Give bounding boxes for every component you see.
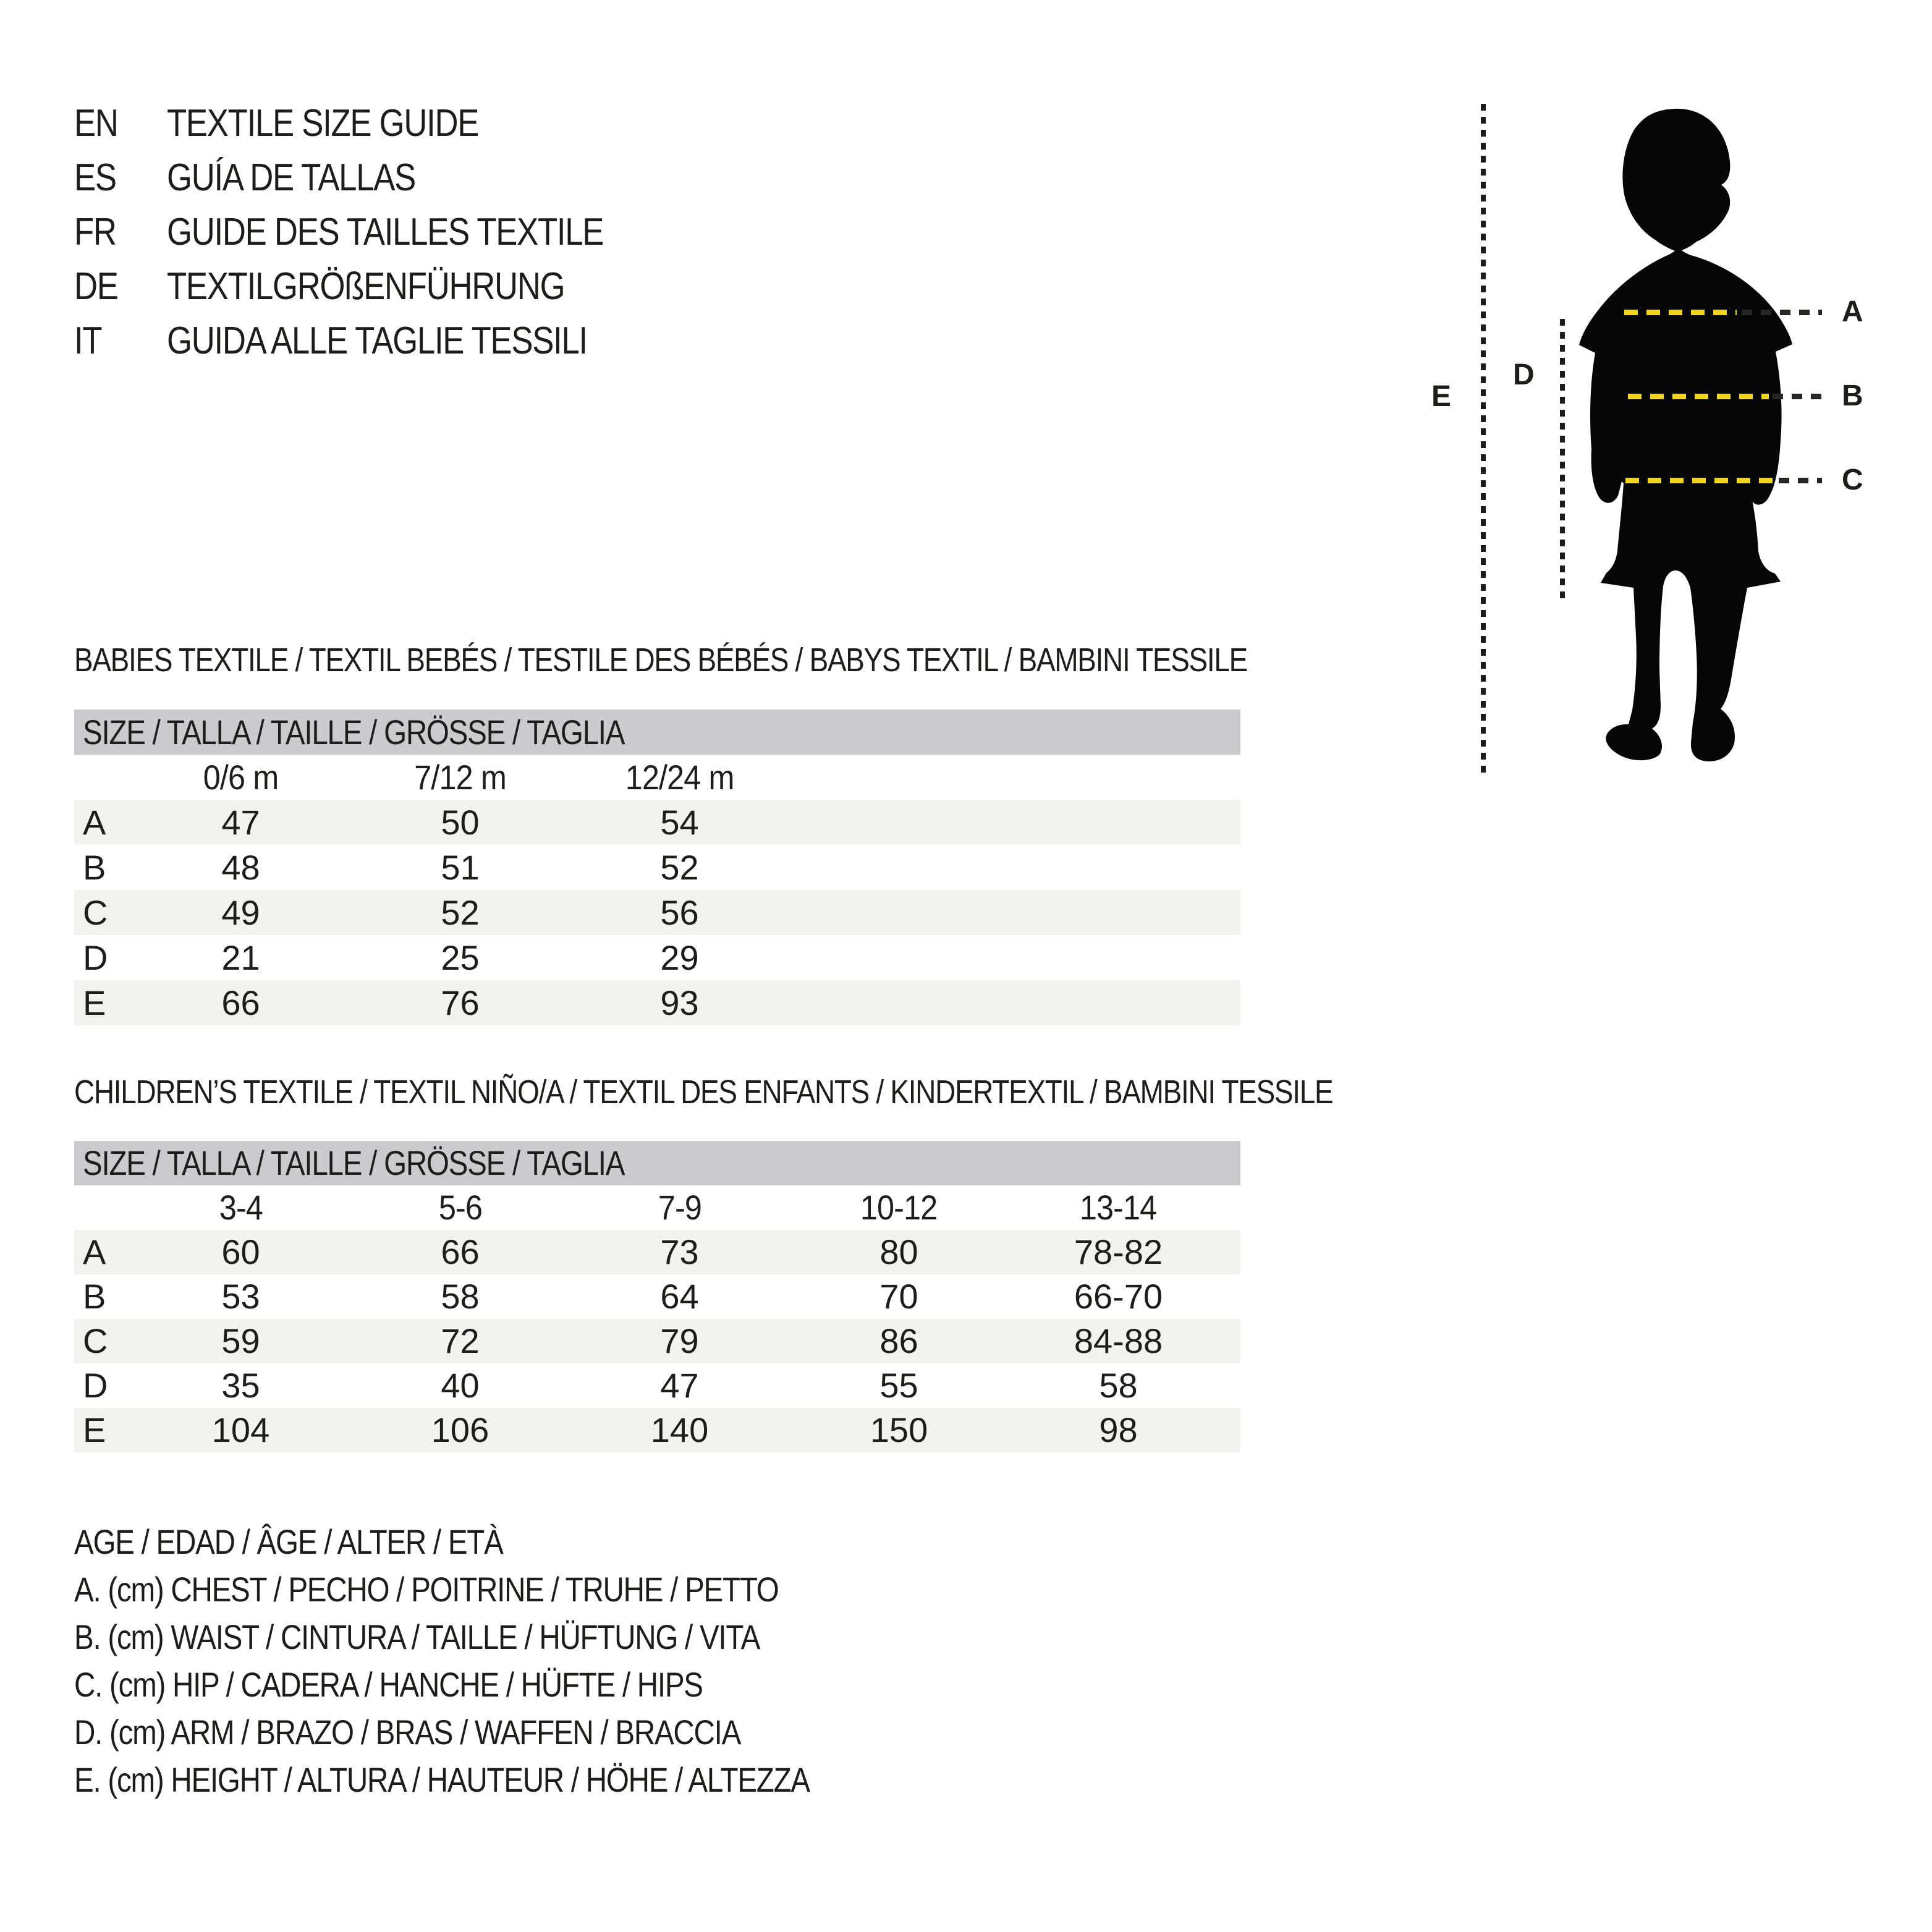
row-label: D — [83, 938, 108, 977]
column-header — [1009, 1185, 1228, 1230]
table-cell: 49 — [221, 893, 260, 932]
waist-dash-line-B-yellow — [1628, 394, 1769, 399]
table-cell: 48 — [221, 848, 260, 887]
table-row — [74, 1274, 1240, 1319]
language-code — [74, 260, 167, 314]
children-section-title-text: CHILDREN’S TEXTILE / TEXTIL NIÑO/A / TEXTIL DES ENFANTS / KINDERTEXTIL / BAMBINI TESSILE — [74, 1074, 1333, 1111]
language-code-text: DE — [74, 265, 118, 308]
legend-line-chest — [74, 1566, 939, 1613]
legend-line-arm — [74, 1708, 939, 1756]
language-title-text: TEXTILE SIZE GUIDE — [167, 102, 479, 145]
legend-line-waist — [74, 1613, 939, 1661]
corner-cell — [74, 1185, 131, 1230]
children-size-table — [74, 1141, 1240, 1452]
legend-line-age — [74, 1518, 939, 1566]
babies-section-title — [74, 640, 1454, 680]
table-cell: 66-70 — [1074, 1277, 1163, 1316]
table-cell: 25 — [441, 938, 480, 977]
corner-cell — [74, 755, 131, 800]
language-code — [74, 151, 167, 205]
language-title — [167, 205, 680, 260]
language-title — [167, 314, 680, 368]
babies-section-title-text: BABIES TEXTILE / TEXTIL BEBÉS / TESTILE DES BÉBÉS / BABYS TEXTIL / BAMBINI TESSILE — [74, 642, 1247, 679]
language-row — [74, 314, 680, 368]
legend-line-height — [74, 1756, 939, 1803]
language-code — [74, 96, 167, 151]
table-cell: 84-88 — [1074, 1321, 1163, 1360]
babies-size-table — [74, 710, 1240, 1025]
row-label: A — [83, 803, 106, 842]
language-code — [74, 314, 167, 368]
chest-dash-line-A-yellow — [1624, 310, 1737, 315]
table-cell: 54 — [660, 803, 699, 842]
language-code-text: FR — [74, 211, 116, 253]
measure-label-A: A — [1842, 295, 1863, 328]
column-header-text: 3-4 — [219, 1188, 263, 1227]
table-cell: 64 — [660, 1277, 699, 1316]
waist-dash-line-B-dark — [1773, 394, 1822, 399]
column-header — [570, 1185, 789, 1230]
arm-measure-line-D — [1560, 319, 1565, 598]
language-title — [167, 260, 680, 314]
table-cell: 35 — [221, 1366, 260, 1405]
language-title-text: TEXTILGRÖßENFÜHRUNG — [167, 265, 565, 308]
table-cell: 106 — [431, 1410, 489, 1449]
table-cell: 47 — [660, 1366, 699, 1405]
table-cell: 51 — [441, 848, 480, 887]
row-label: C — [83, 1321, 108, 1360]
table-cell: 58 — [441, 1277, 480, 1316]
legend-line-text: A. (cm) CHEST / PECHO / POITRINE / TRUHE / PETTO — [74, 1570, 779, 1609]
table-row — [74, 1408, 1240, 1452]
measure-label-B: B — [1842, 379, 1863, 412]
table-cell: 104 — [211, 1410, 270, 1449]
column-header — [350, 755, 570, 800]
children-table-header-bar — [74, 1141, 1240, 1185]
table-row — [74, 980, 1240, 1025]
table-cell: 76 — [441, 983, 480, 1022]
babies-table-header-bar — [74, 710, 1240, 755]
table-row — [74, 800, 1240, 845]
measure-label-E: E — [1431, 380, 1452, 413]
column-header-text: 0/6 m — [203, 758, 279, 797]
hip-dash-line-C-dark — [1779, 478, 1822, 483]
table-cell: 50 — [441, 803, 480, 842]
language-row — [74, 260, 680, 314]
language-title-list — [74, 96, 680, 368]
table-cell: 47 — [221, 803, 260, 842]
table-cell: 56 — [660, 893, 699, 932]
column-header-text: 12/24 m — [625, 758, 734, 797]
column-header-text: 13-14 — [1080, 1188, 1157, 1227]
measure-label-D: D — [1513, 358, 1535, 391]
measure-label-C: C — [1842, 464, 1863, 496]
table-cell: 79 — [660, 1321, 699, 1360]
legend-line-text: AGE / EDAD / ÂGE / ALTER / ETÀ — [74, 1522, 503, 1561]
column-header — [350, 1185, 570, 1230]
legend-line-text: B. (cm) WAIST / CINTURA / TAILLE / HÜFTUNG / VITA — [74, 1617, 760, 1656]
language-title — [167, 151, 680, 205]
legend-line-text: D. (cm) ARM / BRAZO / BRAS / WAFFEN / BRACCIA — [74, 1713, 741, 1752]
table-cell: 52 — [441, 893, 480, 932]
legend-line-hip — [74, 1661, 939, 1708]
language-code-text: ES — [74, 156, 116, 199]
language-row — [74, 205, 680, 260]
table-cell: 80 — [879, 1232, 918, 1271]
table-cell: 58 — [1099, 1366, 1138, 1405]
table-cell: 78-82 — [1074, 1232, 1163, 1271]
row-label: B — [83, 848, 106, 887]
column-header — [131, 755, 350, 800]
children-table-header-text: SIZE / TALLA / TAILLE / GRÖSSE / TAGLIA — [83, 1143, 625, 1182]
table-cell: 70 — [879, 1277, 918, 1316]
table-cell: 66 — [441, 1232, 480, 1271]
language-code-text: IT — [74, 320, 102, 362]
table-cell: 93 — [660, 983, 699, 1022]
language-title-text: GUÍA DE TALLAS — [167, 156, 415, 199]
table-cell: 29 — [660, 938, 699, 977]
child-silhouette-image — [1570, 93, 1811, 785]
table-row — [74, 935, 1240, 980]
table-row — [74, 890, 1240, 935]
language-title — [167, 96, 680, 151]
table-cell: 98 — [1099, 1410, 1138, 1449]
language-code — [74, 205, 167, 260]
column-header-text: 7/12 m — [414, 758, 506, 797]
column-header — [570, 755, 789, 800]
column-header-text: 10-12 — [860, 1188, 938, 1227]
table-cell: 52 — [660, 848, 699, 887]
table-cell: 72 — [441, 1321, 480, 1360]
table-cell: 21 — [221, 938, 260, 977]
table-cell: 60 — [221, 1232, 260, 1271]
column-header-text: 7-9 — [658, 1188, 701, 1227]
table-cell: 150 — [870, 1410, 928, 1449]
row-label: A — [83, 1232, 106, 1271]
hip-dash-line-C-yellow — [1625, 478, 1775, 483]
legend-line-text: C. (cm) HIP / CADERA / HANCHE / HÜFTE / HIPS — [74, 1665, 703, 1704]
children-column-header-row — [74, 1185, 1240, 1230]
language-code-text: EN — [74, 102, 118, 145]
language-title-text: GUIDE DES TAILLES TEXTILE — [167, 211, 604, 253]
table-cell: 53 — [221, 1277, 260, 1316]
table-cell: 73 — [660, 1232, 699, 1271]
children-section-title — [74, 1072, 1555, 1112]
language-row — [74, 151, 680, 205]
table-cell: 55 — [879, 1366, 918, 1405]
table-row — [74, 1319, 1240, 1363]
table-row — [74, 1230, 1240, 1274]
column-header — [789, 1185, 1009, 1230]
row-label: E — [83, 1410, 106, 1449]
row-label: C — [83, 893, 108, 932]
babies-column-header-row — [74, 755, 1240, 800]
row-label: B — [83, 1277, 106, 1316]
table-row — [74, 1363, 1240, 1408]
measurement-legend — [74, 1518, 939, 1803]
table-cell: 140 — [650, 1410, 709, 1449]
column-header — [131, 1185, 350, 1230]
babies-table-header-text: SIZE / TALLA / TAILLE / GRÖSSE / TAGLIA — [83, 713, 625, 752]
row-label: D — [83, 1366, 108, 1405]
column-header-text: 5-6 — [438, 1188, 482, 1227]
table-cell: 59 — [221, 1321, 260, 1360]
chest-dash-line-A-dark — [1742, 310, 1822, 315]
row-label: E — [83, 983, 106, 1022]
table-row — [74, 845, 1240, 890]
language-row — [74, 96, 680, 151]
table-cell: 40 — [441, 1366, 480, 1405]
legend-line-text: E. (cm) HEIGHT / ALTURA / HAUTEUR / HÖHE / ALTEZZA — [74, 1760, 810, 1799]
language-title-text: GUIDA ALLE TAGLIE TESSILI — [167, 320, 587, 362]
height-measure-line-E — [1481, 104, 1486, 773]
table-cell: 86 — [879, 1321, 918, 1360]
table-cell: 66 — [221, 983, 260, 1022]
